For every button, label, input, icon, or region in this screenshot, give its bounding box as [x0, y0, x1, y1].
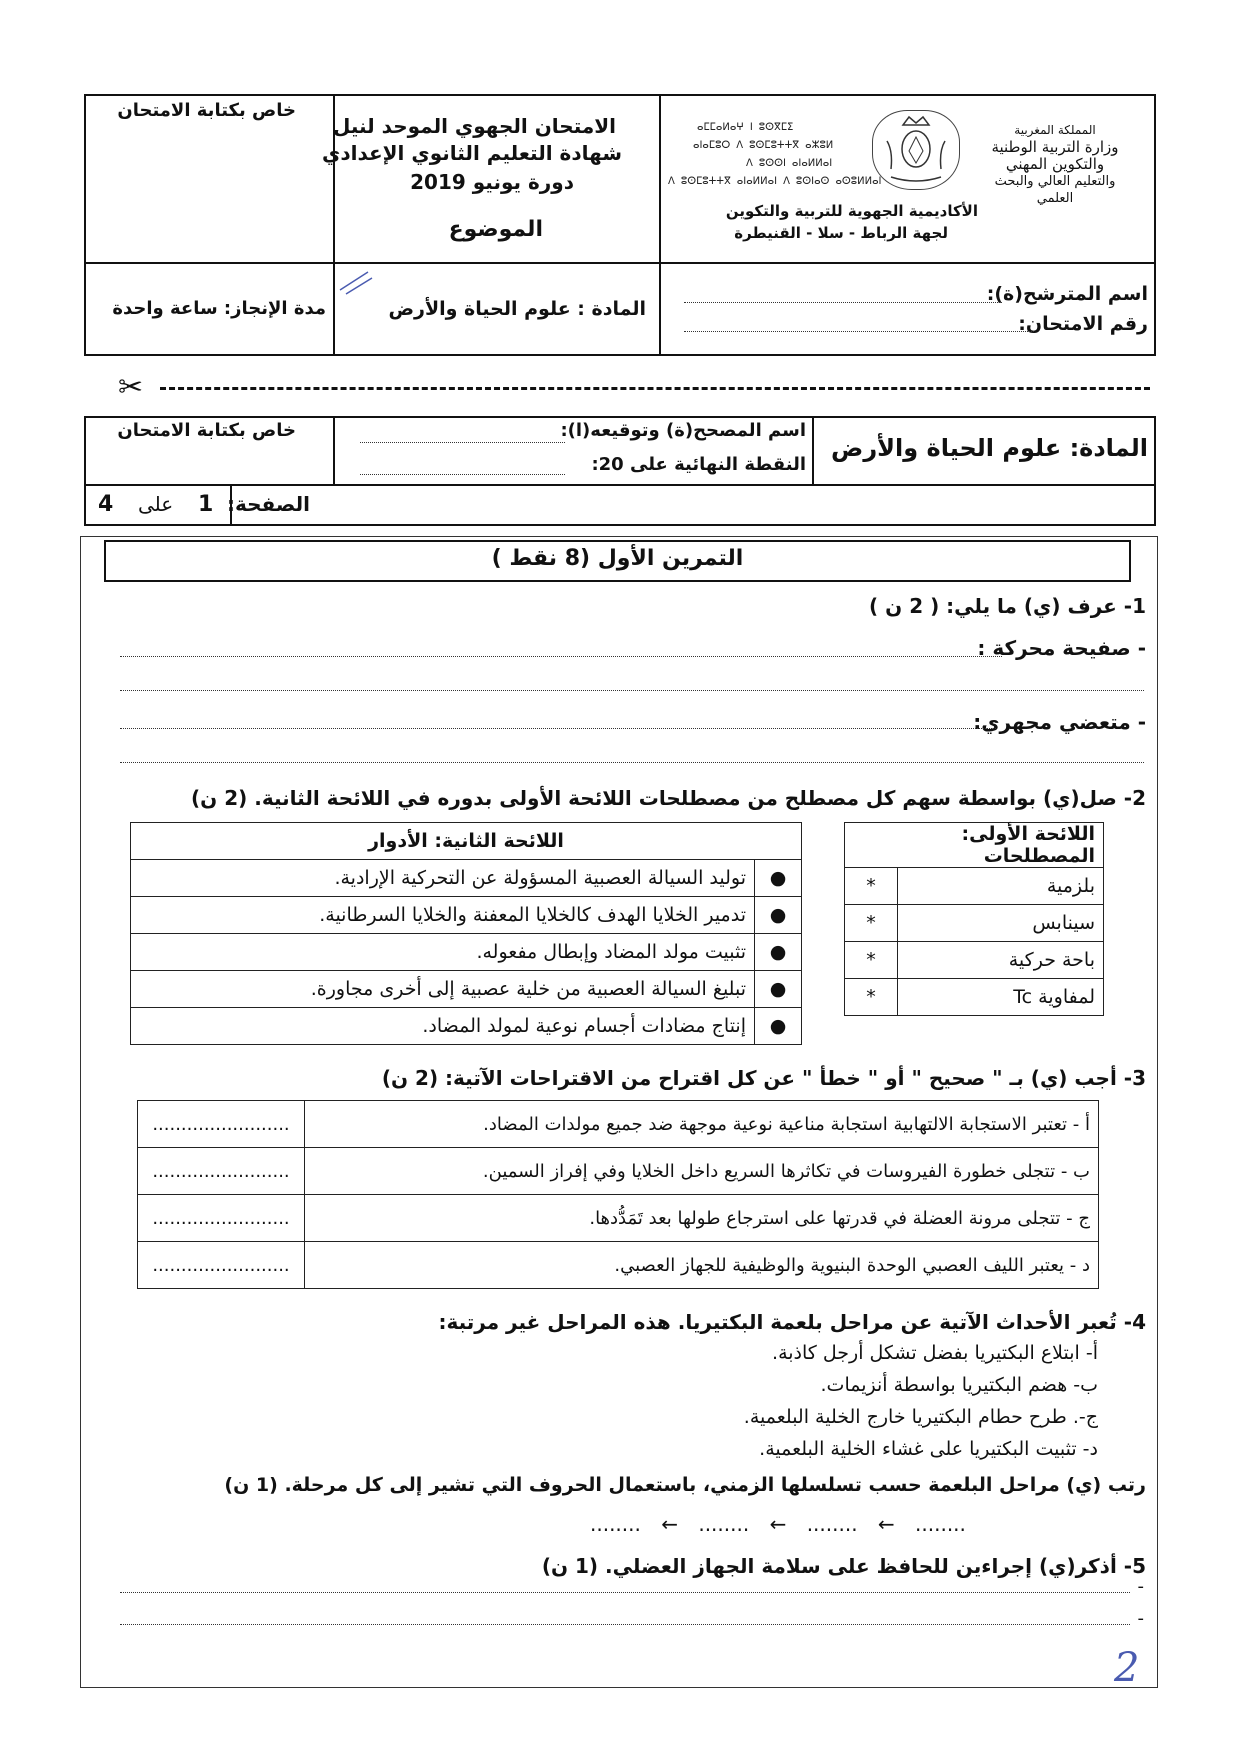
subject-label: المادة : علوم الحياة والأرض: [388, 298, 646, 320]
tf-answer-field[interactable]: ........................: [138, 1195, 305, 1242]
tf-statement: د - يعتبر الليف العصبي الوحدة البنيوية والوظيفية للجهاز العصبي.: [305, 1242, 1099, 1289]
list2-row: [131, 971, 802, 1008]
tifinagh-line: ⴷ ⵓⵙⵎⵓⵜⵜⴳ ⴰⵏⴰⵍⵍⴰⵏ ⴷ ⵓⵙⵏⴰⵙ ⴰⵙⵓⵍⵍⴰⵏ: [668, 176, 882, 187]
page-of-label: على: [138, 492, 174, 516]
list2-role: إنتاج مضادات أجسام نوعية لمولد المضاد.: [131, 1008, 755, 1045]
ministry-block: [980, 122, 1130, 207]
tifinagh-line: ⴰⵏⴰⵎⵓⵔ ⴷ ⵓⵙⵎⵓⵜⵜⴳ ⴰⵣⵓⵍ: [693, 140, 834, 151]
q4-prompt: 4- تُعبر الأحداث الآتية عن مراحل بلعمة البكتيريا. هذه المراحل غير مرتبة:: [438, 1310, 1146, 1334]
reserved-for-exam-office-2: خاص بكتابة الامتحان: [117, 420, 296, 441]
list1-row: [845, 979, 1104, 1016]
link-point[interactable]: *: [845, 979, 898, 1016]
list1-row: [845, 942, 1104, 979]
pen-mark-icon: [336, 266, 376, 296]
list2-table: [130, 822, 802, 1045]
tifinagh-line: ⴰⵎⵎⴰⵍⴰⵖ ⵏ ⵓⵙⴳⵎⵉ: [697, 122, 794, 133]
page-label: الصفحة:: [226, 492, 310, 516]
q4-blank[interactable]: ........: [590, 1512, 641, 1536]
page-number: 1: [198, 492, 214, 517]
lower-header-divider: [84, 484, 1156, 486]
list2-row: [131, 1008, 802, 1045]
tf-answer-field[interactable]: ........................: [138, 1101, 305, 1148]
q4-instruction: رتب (ي) مراحل البلعمة حسب تسلسلها الزمني، باستعمال الحروف التي تشير إلى كل مرحلة. (1 ن): [224, 1474, 1146, 1496]
link-point[interactable]: ●: [755, 1008, 802, 1045]
list2-role: تدمير الخلايا الهدف كالخلايا المعفنة والخلايا السرطانية.: [131, 897, 755, 934]
list1-row: [845, 868, 1104, 905]
ministry-line: المملكة المغربية: [1014, 123, 1096, 137]
tf-row: [138, 1148, 1099, 1195]
candidate-name-field[interactable]: [684, 302, 1002, 303]
q5-prompt: 5- أذكر(ي) إجراءين للحافظ على سلامة الجهاز العضلي. (1 ن): [541, 1554, 1146, 1578]
tf-row: [138, 1242, 1099, 1289]
list2-header: اللائحة الثانية: الأدوار: [131, 823, 802, 860]
q1-term-microorganism: - متعضي مجهري:: [973, 710, 1146, 734]
list2-row: [131, 897, 802, 934]
list2-row: [131, 860, 802, 897]
q5-dash: -: [1137, 1608, 1144, 1629]
q1-answer-line[interactable]: [120, 728, 996, 729]
tifinagh-line: ⴷ ⵓⵙⵙⵏ ⴰⵏⴰⵍⵍⴰⵏ: [746, 158, 833, 169]
q1-answer-line[interactable]: [120, 656, 1002, 657]
list2-role: تثبيت مولد المضاد وإبطال مفعوله.: [131, 934, 755, 971]
header-col-divider-1: [659, 94, 661, 356]
q3-prompt: 3- أجب (ي) بـ " صحيح " أو " خطأ " عن كل اقتراح من الاقتراحات الآتية: (2 ن): [381, 1066, 1146, 1090]
coat-of-arms-emblem: [872, 110, 960, 190]
q4-step: أ- ابتلاع البكتيريا بفضل تشكل أرجل كاذبة.: [772, 1342, 1098, 1364]
true-false-table: [137, 1100, 1099, 1289]
final-score-field[interactable]: [360, 474, 565, 475]
q4-step: ب- هضم البكتيريا بواسطة أنزيمات.: [820, 1374, 1098, 1396]
tf-row: [138, 1195, 1099, 1242]
q5-answer-line[interactable]: [120, 1592, 1130, 1593]
left-arrow-icon: ←: [877, 1512, 895, 1536]
list1-term: سينابس: [898, 905, 1104, 942]
q5-answer-line[interactable]: [120, 1624, 1130, 1625]
link-point[interactable]: ●: [755, 971, 802, 1008]
reserved-for-exam-office: خاص بكتابة الامتحان: [117, 100, 296, 121]
duration-label: مدة الإنجاز: ساعة واحدة: [112, 298, 326, 319]
link-point[interactable]: ●: [755, 934, 802, 971]
q1-answer-line[interactable]: [120, 762, 1144, 763]
list1-term: بلزمية: [898, 868, 1104, 905]
list1-term: باحة حركية: [898, 942, 1104, 979]
tf-answer-field[interactable]: ........................: [138, 1148, 305, 1195]
lower-col-divider-1: [812, 416, 814, 484]
q4-blank[interactable]: ........: [915, 1512, 966, 1536]
q2-prompt: 2- صل(ي) بواسطة سهم كل مصطلح من مصطلحات اللائحة الأولى بدوره في اللائحة الثانية. (2 ن): [191, 786, 1146, 810]
list1-row: [845, 905, 1104, 942]
tf-statement: ج - تتجلى مرونة العضلة في قدرتها على استرجاع طولها بعد تَمَدُّدها.: [305, 1195, 1099, 1242]
candidate-name-label: اسم المترشح(ة):: [986, 283, 1148, 305]
handwritten-page-mark: 2: [1114, 1645, 1140, 1691]
exam-number-field[interactable]: [684, 331, 1034, 332]
exam-number-label: رقم الامتحان:: [1018, 313, 1148, 335]
lower-col-divider-2: [333, 416, 335, 484]
link-point[interactable]: *: [845, 942, 898, 979]
crown-icon: [873, 111, 959, 189]
q1-term-motor-plate: - صفيحة محركة :: [977, 636, 1146, 660]
q4-step: د- تثبيت البكتيريا على غشاء الخلية البلعمية.: [759, 1438, 1098, 1460]
exam-title-line1: الامتحان الجهوي الموحد لنيل: [333, 114, 616, 138]
cut-line: [160, 387, 1150, 390]
exam-title-line2: شهادة التعليم الثانوي الإعدادي: [322, 141, 622, 165]
corrector-field[interactable]: [360, 442, 565, 443]
tf-row: [138, 1101, 1099, 1148]
ministry-line: وزارة التربية الوطنية: [991, 138, 1119, 156]
ministry-line: والتكوين المهني: [1005, 155, 1105, 173]
tf-statement: أ - تعتبر الاستجابة الالتهابية استجابة مناعية نوعية موجهة ضد جميع مولدات المضاد.: [305, 1101, 1099, 1148]
exam-subject-label: الموضوع: [448, 217, 543, 242]
page-total: 4: [98, 492, 114, 517]
q5-dash: -: [1137, 1576, 1144, 1597]
tf-statement: ب - تتجلى خطورة الفيروسات في تكاثرها السريع داخل الخلايا وفي إفراز السمين.: [305, 1148, 1099, 1195]
list1-header: اللائحة الأولى: المصطلحات: [845, 823, 1104, 868]
q4-blank[interactable]: ........: [698, 1512, 750, 1536]
list2-role: توليد السيالة العصبية المسؤولة عن التحركية الإرادية.: [131, 860, 755, 897]
tf-answer-field[interactable]: ........................: [138, 1242, 305, 1289]
q1-answer-line[interactable]: [120, 690, 1144, 691]
exam-session: دورة يونيو 2019: [410, 170, 574, 194]
header-divider: [84, 262, 1156, 264]
q4-step: ج-. طرح حطام البكتيريا خارج الخلية البلعمية.: [743, 1406, 1098, 1428]
list2-role: تبليغ السيالة العصبية من خلية عصبية إلى أخرى مجاورة.: [131, 971, 755, 1008]
q4-blank[interactable]: ........: [806, 1512, 858, 1536]
left-arrow-icon: ←: [769, 1512, 787, 1536]
link-point[interactable]: *: [845, 868, 898, 905]
link-point[interactable]: ●: [755, 897, 802, 934]
q1-prompt: 1- عرف (ي) ما يلي: ( 2 ن ): [869, 594, 1146, 618]
list2-row: [131, 934, 802, 971]
academy-region: لجهة الرباط - سلا - القنيطرة: [734, 224, 948, 242]
q4-order-sequence: [590, 1512, 966, 1536]
corrector-label: اسم المصحح(ة) وتوقيعه(ا):: [560, 420, 806, 441]
list1-term: لمفاوية Tc: [898, 979, 1104, 1016]
list1-table: [844, 822, 1104, 1016]
lower-subject-label: المادة: علوم الحياة والأرض: [831, 434, 1148, 462]
link-point[interactable]: *: [845, 905, 898, 942]
ministry-line: والتعليم العالي والبحث العلمي: [994, 174, 1116, 206]
final-score-label: النقطة النهائية على 20:: [591, 454, 806, 475]
left-arrow-icon: ←: [661, 1512, 678, 1536]
exercise-title: التمرين الأول (8 نقط ): [491, 546, 744, 571]
link-point[interactable]: ●: [755, 860, 802, 897]
academy-name: الأكاديمية الجهوية للتربية والتكوين: [725, 202, 978, 220]
scissors-icon: ✂: [118, 370, 144, 405]
